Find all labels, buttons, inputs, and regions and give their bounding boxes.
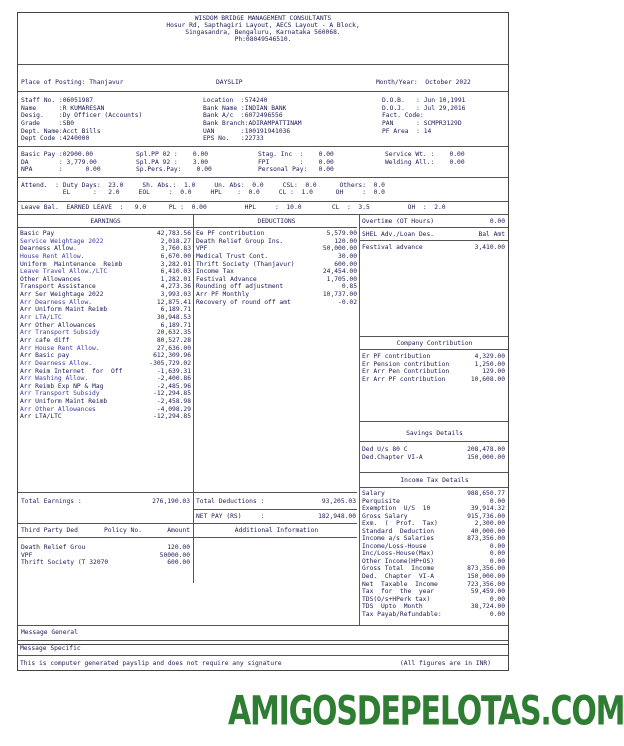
earning-item xyxy=(20,238,191,246)
employee-field: PAN : SCMPR3129D xyxy=(382,120,462,128)
deductions-header: DEDUCTIONS xyxy=(257,218,296,225)
savings-item xyxy=(362,446,505,454)
earning-item-value: -2,400.86 xyxy=(156,375,191,383)
tax-list xyxy=(362,490,505,618)
deduction-item-label: Recovery of round off amt xyxy=(196,298,291,306)
savings-item-label: Ded.Chapter VI-A xyxy=(362,453,423,461)
earning-item-value: -12,294.85 xyxy=(153,413,191,421)
earning-item-label: Arr Reim Internet for Off xyxy=(20,367,123,375)
earning-item-label: Arr Transport Subsidy xyxy=(20,390,100,398)
deduction-item-label: Medical Trust Cont. xyxy=(196,252,269,260)
employee-field: D.O.B. : Jun 10,1991 xyxy=(382,97,466,104)
earning-item xyxy=(20,299,191,307)
loan-header-left: SHEL Adv./Loan Des. xyxy=(362,231,435,238)
tax-item-value: 988,650.77 xyxy=(467,490,505,497)
deduction-item xyxy=(196,245,357,253)
pay-component: Welding All.: 0.00 xyxy=(385,158,465,166)
earning-item xyxy=(20,345,191,353)
tax-item xyxy=(362,611,505,619)
earning-item xyxy=(20,276,191,284)
additional-info-header: Additional Information xyxy=(234,527,319,534)
earning-item xyxy=(20,261,191,269)
tax-item-value: 150,000.00 xyxy=(467,573,505,581)
deduction-item xyxy=(196,299,357,307)
earning-item-label: Dearness Allow. xyxy=(20,245,77,253)
tax-item-value: 0.00 xyxy=(489,497,505,505)
company-contribution-item-label: Er Arr Pen Contribution xyxy=(362,368,450,375)
deduction-item-label: VPF xyxy=(196,245,208,253)
deduction-item-value: 10,737.00 xyxy=(322,291,357,299)
earnings-list xyxy=(20,230,191,421)
earning-item xyxy=(20,306,191,314)
tax-item-label: Perquisite xyxy=(362,497,400,505)
attendance-row1: Attend. : Duty Days: 23.0 Sh. Abs.: 1.0 Un. Abs: 0.0 CSL: 0.0 Others: 0.0 xyxy=(21,182,385,189)
tax-item-label: Standard Deduction xyxy=(362,527,435,535)
savings-list xyxy=(362,446,505,461)
earning-item-label: Arr Transport Subsidy xyxy=(20,329,100,337)
earning-item xyxy=(20,398,191,406)
employee-field: Staff No. :06051987 xyxy=(21,97,94,104)
deduction-item-value: 24,454.00 xyxy=(322,268,357,276)
company-contribution-item-label: Er Pension contribution xyxy=(362,360,450,368)
company-contribution-list xyxy=(362,353,505,383)
earning-item-value: 6,410.03 xyxy=(160,268,191,276)
third-party-header-amount: Amount xyxy=(167,527,190,534)
earning-item-label: Arr cafe diff xyxy=(20,336,70,344)
earning-item-value: 612,309.96 xyxy=(153,352,191,360)
company-phone: Ph:08049546510. xyxy=(234,36,292,43)
earning-item xyxy=(20,337,191,345)
employee-field: UAN :100191941036 xyxy=(203,127,291,135)
deduction-item-label: Arr PF Monthly xyxy=(196,291,250,299)
deduction-item-value: 50,000.00 xyxy=(322,245,357,253)
doc-title: DAYSLIP xyxy=(216,79,243,86)
pay-component: FPI : 0.00 xyxy=(258,158,334,166)
third-party-item xyxy=(21,552,190,560)
earning-item-label: Arr Uniform Maint Reimb xyxy=(20,306,108,314)
savings-item-value: 150,000.00 xyxy=(467,453,505,461)
earning-item-value: -2,458.98 xyxy=(156,398,191,406)
deduction-item-label: Ee PF contribution xyxy=(196,230,265,237)
company-contribution-item-value: 1,250.00 xyxy=(474,360,505,368)
total-earnings-value: 276,190.03 xyxy=(152,498,190,505)
deduction-item-label: Festival Advance xyxy=(196,275,257,283)
employee-info-col3 xyxy=(382,97,465,143)
deduction-item xyxy=(196,238,357,246)
pay-component: Personal Pay: 0.00 xyxy=(258,166,334,174)
tax-header: Income Tax Details xyxy=(400,477,469,484)
third-party-header-policy: Policy No. xyxy=(104,527,142,534)
tax-item-label: Gross Total Income xyxy=(362,565,435,573)
total-earnings-label: Total Earnings : xyxy=(21,498,82,505)
tax-item-value: 0.00 xyxy=(489,542,505,550)
tax-item xyxy=(362,513,505,521)
deduction-item xyxy=(196,230,357,238)
tax-item-label: Exm. ( Prof. Tax) xyxy=(362,520,438,528)
company-contribution-item-value: 4,329.00 xyxy=(474,353,505,360)
employee-field: D.O.J. : Jul 29,2016 xyxy=(382,104,466,112)
deduction-item-label: Income Tax xyxy=(196,268,234,276)
third-party-list xyxy=(21,544,190,567)
company-contribution-item-label: Er PF contribution xyxy=(362,353,431,360)
deduction-item xyxy=(196,253,357,261)
employee-field: Name :R KUMARESAN xyxy=(21,104,105,112)
total-deductions-label: Total Deductions : xyxy=(196,498,265,505)
company-contribution-header: Company Contribution xyxy=(396,340,473,347)
earning-item xyxy=(20,283,191,291)
tax-item xyxy=(362,603,505,611)
earning-item-label: Transport Assistance xyxy=(20,283,96,291)
earning-item-label: Arr Ser Weightage 2022 xyxy=(20,291,104,299)
earning-item xyxy=(20,352,191,360)
earning-item-label: Uniform Maintenance Reimb xyxy=(20,260,123,268)
tax-item-label: Tax for the year xyxy=(362,588,435,596)
earning-item xyxy=(20,230,191,238)
loan-amount: 3,410.00 xyxy=(474,244,505,251)
tax-item-label: Tax Payab/Refundable: xyxy=(362,610,442,618)
savings-header: Savings Details xyxy=(406,430,463,437)
tax-item-label: Income a/s Salaries xyxy=(362,535,435,543)
leave-balance: Leave Bal. EARNED LEAVE : 9.0 PL : 0.00 HPL : 10.0 CL : 3.5 OH : 2.0 xyxy=(21,204,446,211)
pay-component: Spl.PA 92 : 3.00 xyxy=(136,158,209,166)
third-party-item-value: 120.00 xyxy=(167,544,190,551)
month-year: Month/Year: October 2022 xyxy=(376,79,471,86)
pay-component: Spl.PP 02 : 0.00 xyxy=(136,151,209,158)
watermark-logo: AMIGOSDEPELOTAS.COM xyxy=(228,688,624,736)
earning-item xyxy=(20,390,191,398)
earning-item-label: Arr Dearness Allow. xyxy=(20,359,93,367)
tax-item xyxy=(362,573,505,581)
company-contribution-item-label: Er Arr PF contribution xyxy=(362,375,446,383)
deductions-list xyxy=(196,230,357,306)
third-party-item-value: 50000.00 xyxy=(159,551,190,559)
earning-item-label: Arr Reimb Exp NP & Mag xyxy=(20,382,104,390)
earning-item xyxy=(20,291,191,299)
earning-item xyxy=(20,329,191,337)
payslip xyxy=(17,12,509,645)
employee-field: Fact. Code: xyxy=(382,112,424,120)
employee-info-col1 xyxy=(21,97,142,143)
footer-currency-note: (All figures are in INR) xyxy=(400,660,491,667)
earning-item-value: 2,018.27 xyxy=(160,237,191,245)
tax-item xyxy=(362,535,505,543)
message-specific: Message Specific xyxy=(20,645,81,652)
company-contribution-item xyxy=(362,361,505,369)
deduction-item-value: 600.00 xyxy=(334,260,357,268)
deduction-item xyxy=(196,276,357,284)
earning-item xyxy=(20,322,191,330)
earning-item-value: 3,993.03 xyxy=(160,291,191,299)
earning-item-label: Basic Pay xyxy=(20,230,55,237)
company-address-line1: Hosur Rd, Sapthagiri Layout, AECS Layout - A Block, xyxy=(166,22,360,29)
overtime-value: 0.00 xyxy=(489,218,505,225)
tax-item xyxy=(362,520,505,528)
deduction-item xyxy=(196,268,357,276)
earning-item xyxy=(20,253,191,261)
pay-component: Sp.Pers.Pay: 0.00 xyxy=(136,166,212,174)
earning-item-label: Arr Washing Allow. xyxy=(20,375,89,383)
earning-item-label: House Rent Allow. xyxy=(20,252,85,260)
pay-component: Basic Pay :02900.00 xyxy=(21,151,94,158)
deduction-item-value: 0.85 xyxy=(341,283,357,291)
earning-item-value: 4,273.36 xyxy=(160,283,191,291)
tax-item-value: 0.00 xyxy=(489,595,505,603)
deduction-item-label: Death Relief Group Ins. xyxy=(196,237,284,245)
earning-item-label: Arr Dearness Allow. xyxy=(20,298,93,306)
employee-field: PF Area : 14 xyxy=(382,127,432,135)
earning-item-label: Other Allowances xyxy=(20,275,81,283)
earning-item-label: Leave Travel Allow./LTC xyxy=(20,268,108,276)
employee-field: Dept Code :4240000 xyxy=(21,135,90,143)
message-general: Message General xyxy=(21,629,78,636)
earning-item-label: Arr LTA/LTC xyxy=(20,413,62,421)
earning-item-label: Arr Other Allowances xyxy=(20,405,96,413)
third-party-item-label: Death Relief Grou xyxy=(21,544,86,551)
tax-item-value: 915,736.00 xyxy=(467,512,505,520)
place-of-posting: Place of Posting: Thanjavur xyxy=(21,79,124,86)
tax-item-value: 39,914.32 xyxy=(470,505,505,513)
earnings-header: EARNINGS xyxy=(90,218,121,225)
employee-field: Bank A/c :6072496556 xyxy=(203,112,283,120)
pay-component: Stag. Inc : 0.00 xyxy=(258,151,334,158)
deduction-item-value: 1,705.00 xyxy=(326,275,357,283)
tax-item-label: Gross Salary xyxy=(362,512,408,520)
tax-item-label: Inc/Loss-House(Max) xyxy=(362,550,435,558)
pay-component: DA : 3,779.00 xyxy=(21,158,97,166)
footer-note: This is computer generated payslip and does not require any signature xyxy=(20,660,282,667)
tax-item-value: 873,356.00 xyxy=(467,535,505,543)
earning-item-value: 20,632.35 xyxy=(156,329,191,337)
company-contribution-item-value: 10,608.00 xyxy=(470,375,505,383)
tax-item-value: 873,356.00 xyxy=(467,565,505,573)
total-deductions-value: 93,205.03 xyxy=(321,498,356,505)
employee-field: Desig. :Dy Officer (Accounts) xyxy=(21,112,143,120)
net-pay-value: 182,948.00 xyxy=(318,513,356,520)
third-party-item-label: VPF xyxy=(21,551,33,559)
earning-item xyxy=(20,268,191,276)
tax-item-value: 40,000.00 xyxy=(470,527,505,535)
deduction-item-value: 30.00 xyxy=(338,252,357,260)
third-party-item xyxy=(21,544,190,552)
employee-field: Bank Branch:ADIRAMPATTINAM xyxy=(203,120,302,128)
earning-item-value: 6,670.00 xyxy=(160,252,191,260)
deduction-item-label: Rounding off adjustment xyxy=(196,283,284,291)
earning-item-label: Arr LTA/LTC xyxy=(20,314,62,322)
earning-item xyxy=(20,375,191,383)
earning-item-value: -1,639.31 xyxy=(156,367,191,375)
earning-item-value: 27,636.00 xyxy=(156,344,191,352)
loan-item: Festival advance xyxy=(362,244,423,251)
tax-item-label: TDS Upto Month xyxy=(362,603,423,611)
tax-item-value: 38,724.00 xyxy=(470,603,505,611)
tax-item-label: Net Taxable Income xyxy=(362,580,438,588)
tax-item-label: TDS(O/s+HPerk tax) xyxy=(362,595,431,603)
employee-info-col2 xyxy=(203,97,302,143)
tax-item-value: 723,356.00 xyxy=(467,580,505,588)
tax-item xyxy=(362,565,505,573)
tax-item-label: Other Income(HP+OS) xyxy=(362,557,435,565)
tax-item-value: 59,459.00 xyxy=(470,588,505,596)
tax-item-label: Exemption U/S 10 xyxy=(362,505,431,513)
pay-component: Service Wt. : 0.00 xyxy=(385,151,465,158)
tax-item xyxy=(362,550,505,558)
deduction-item-label: Thrift Society (Thanjavur) xyxy=(196,260,295,268)
company-contribution-item xyxy=(362,376,505,384)
company-name: WISDOM BRIDGE MANAGEMENT CONSULTANTS xyxy=(194,15,332,22)
tax-item xyxy=(362,528,505,536)
employee-field: Dept. Name:Acct Bills xyxy=(21,127,101,135)
earning-item xyxy=(20,360,191,368)
earning-item-label: Arr Other Allowances xyxy=(20,321,96,329)
tax-item xyxy=(362,498,505,506)
savings-item-label: Ded U/s 80 C xyxy=(362,446,408,453)
third-party-item-label: Thrift Society (T 32070 xyxy=(21,559,109,566)
tax-item-value: 0.00 xyxy=(489,557,505,565)
net-pay-label: NET PAY (RS) : xyxy=(196,513,265,520)
earning-item-label: Arr Uniform Maint Reimb xyxy=(20,398,108,406)
deduction-item xyxy=(196,261,357,269)
earning-item-value: 12,875.41 xyxy=(156,298,191,306)
deduction-item xyxy=(196,283,357,291)
deduction-item xyxy=(196,291,357,299)
earning-item xyxy=(20,368,191,376)
pay-component: NPA : 0.00 xyxy=(21,166,101,174)
tax-item xyxy=(362,558,505,566)
earning-item xyxy=(20,406,191,414)
tax-item-label: Salary xyxy=(362,490,385,497)
deduction-item-value: 120.00 xyxy=(334,237,357,245)
employee-field: Grade :SB0 xyxy=(21,120,75,128)
tax-item xyxy=(362,490,505,498)
company-contribution-item-value: 129.00 xyxy=(482,368,505,375)
earning-item xyxy=(20,383,191,391)
tax-item xyxy=(362,543,505,551)
earning-item-value: -305,729.02 xyxy=(149,359,191,367)
company-contribution-item xyxy=(362,368,505,376)
tax-item xyxy=(362,588,505,596)
employee-field xyxy=(382,135,465,143)
employee-field: EPS No. :22733 xyxy=(203,135,264,143)
loan-header-right: Bal Amt xyxy=(478,231,505,238)
savings-item xyxy=(362,454,505,462)
tax-item-label: Ded. Chapter VI-A xyxy=(362,573,435,581)
tax-item xyxy=(362,505,505,513)
tax-item-value: 2,300.00 xyxy=(474,520,505,528)
earning-item-value: 80,527.28 xyxy=(156,336,191,344)
tax-item xyxy=(362,596,505,604)
tax-item-value: 0.00 xyxy=(489,610,505,618)
earning-item-value: 30,948.53 xyxy=(156,314,191,322)
earning-item xyxy=(20,413,191,421)
company-address-line2: Singasandra, Bengaluru, Karnataka 560068. xyxy=(185,29,341,36)
earning-item-label: Service Weightage 2022 xyxy=(20,237,104,245)
attendance-row2: EL : 2.0 EOL : 0.0 HPL : 0.0 CL : 1.0 OH : 0.0 xyxy=(21,189,385,196)
earning-item-value: 1,282.01 xyxy=(160,275,191,283)
earning-item-value: 42,783.56 xyxy=(156,230,191,237)
earning-item-label: Arr Basic pay xyxy=(20,352,70,360)
tax-item xyxy=(362,581,505,589)
earning-item-label: Arr House Rent Allow. xyxy=(20,344,100,352)
earning-item xyxy=(20,245,191,253)
company-contribution-item xyxy=(362,353,505,361)
earning-item-value: 6,189.71 xyxy=(160,306,191,314)
tax-item-value: 0.00 xyxy=(489,550,505,558)
employee-field: Location :574240 xyxy=(203,97,268,104)
earning-item-value: -2,485.96 xyxy=(156,382,191,390)
employee-field: Bank Name :INDIAN BANK xyxy=(203,104,287,112)
earning-item xyxy=(20,314,191,322)
earning-item-value: 6,189.71 xyxy=(160,321,191,329)
tax-item-label: Income/Loss-House xyxy=(362,542,427,550)
savings-item-value: 208,478.00 xyxy=(467,446,505,453)
earning-item-value: -4,098.29 xyxy=(156,405,191,413)
deduction-item-value: -0.02 xyxy=(338,298,357,306)
third-party-header-ded: Third Party Ded xyxy=(21,527,78,534)
deduction-item-value: 5,579.00 xyxy=(326,230,357,237)
earning-item-value: 3,760.83 xyxy=(160,245,191,253)
third-party-item xyxy=(21,559,190,567)
earning-item-value: 3,282.01 xyxy=(160,260,191,268)
earning-item-value: -12,294.85 xyxy=(153,390,191,398)
third-party-item-value: 600.00 xyxy=(167,559,190,566)
overtime-label: Overtime (OT Hours) xyxy=(362,218,435,225)
